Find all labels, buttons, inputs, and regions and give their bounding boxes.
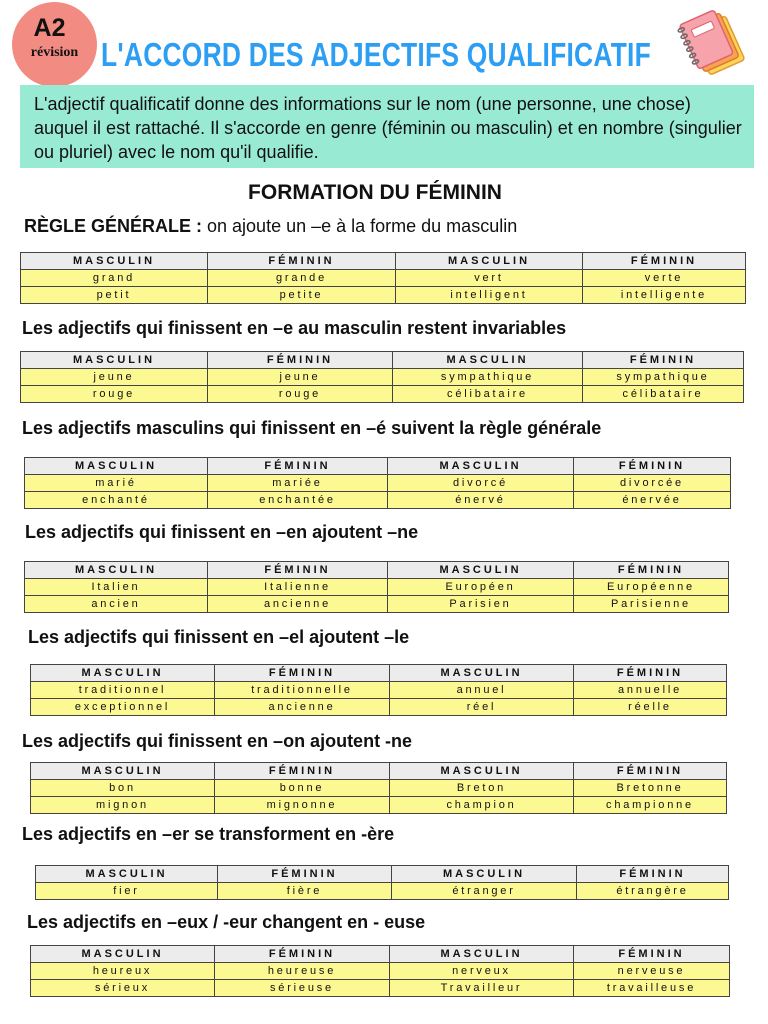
table-row <box>25 492 731 509</box>
table-header-row <box>25 562 729 579</box>
cell-masculin: enchanté <box>25 492 208 509</box>
table-row <box>25 596 729 613</box>
cell-masculin: Travailleur <box>390 980 574 997</box>
table-row <box>21 287 746 304</box>
rule-label <box>22 823 394 845</box>
header-cell-feminin: FÉMININ <box>208 352 393 369</box>
cell-feminin: nerveuse <box>574 963 730 980</box>
adjective-table <box>30 664 727 716</box>
cell-feminin: annuelle <box>574 682 727 699</box>
header-cell-feminin: FÉMININ <box>574 946 730 963</box>
header-cell-masculin: MASCULIN <box>36 866 218 883</box>
header-cell-masculin: MASCULIN <box>31 763 215 780</box>
header-cell-masculin: MASCULIN <box>21 253 208 270</box>
cell-masculin: heureux <box>31 963 215 980</box>
table-header-row <box>21 352 744 369</box>
table-row <box>25 475 731 492</box>
cell-feminin: traditionnelle <box>215 682 390 699</box>
rule-title: RÈGLE GÉNÉRALE : <box>24 216 203 236</box>
cell-feminin: verte <box>583 270 746 287</box>
cell-masculin: traditionnel <box>31 682 215 699</box>
cell-feminin: sérieuse <box>215 980 390 997</box>
header-cell-masculin: MASCULIN <box>392 866 577 883</box>
header-cell-masculin: MASCULIN <box>388 458 574 475</box>
cell-masculin: énervé <box>388 492 574 509</box>
header-cell-feminin: FÉMININ <box>583 253 746 270</box>
cell-feminin: petite <box>208 287 396 304</box>
cell-feminin: intelligente <box>583 287 746 304</box>
cell-masculin: divorcé <box>388 475 574 492</box>
header-cell-masculin: MASCULIN <box>390 665 574 682</box>
header-cell-masculin: MASCULIN <box>393 352 583 369</box>
cell-masculin: rouge <box>21 386 208 403</box>
table-row <box>31 797 727 814</box>
table-row <box>21 386 744 403</box>
intro-text: L'adjectif qualificatif donne des informations sur le nom (une personne, une chose) auquel il est rattaché. Il s'accorde en genre (féminin ou masculin) et en nombre (singulier ou pluriel) avec le nom qu'il qualifie. <box>34 94 742 162</box>
table-row <box>21 270 746 287</box>
cell-feminin: Parisienne <box>574 596 729 613</box>
cell-masculin: intelligent <box>396 287 583 304</box>
cell-masculin: jeune <box>21 369 208 386</box>
level-badge <box>12 2 97 87</box>
cell-feminin: mignonne <box>215 797 390 814</box>
cell-masculin: exceptionnel <box>31 699 215 716</box>
table-header-row <box>31 946 730 963</box>
table-row <box>25 579 729 596</box>
cell-feminin: Européenne <box>574 579 729 596</box>
adjective-table <box>20 351 744 403</box>
cell-feminin: réelle <box>574 699 727 716</box>
header-cell-feminin: FÉMININ <box>208 253 396 270</box>
rule-text: Les adjectifs en –eux / -eur changent en - euse <box>27 912 426 932</box>
cell-feminin: grande <box>208 270 396 287</box>
cell-masculin: fier <box>36 883 218 900</box>
header-cell-feminin: FÉMININ <box>583 352 744 369</box>
header-cell-masculin: MASCULIN <box>25 458 208 475</box>
header-cell-masculin: MASCULIN <box>31 665 215 682</box>
rule-text: Les adjectifs en –er se transforment en -ère <box>22 824 395 844</box>
cell-masculin: Italien <box>25 579 208 596</box>
table-header-row <box>21 253 746 270</box>
cell-feminin: bonne <box>215 780 390 797</box>
adjective-table <box>24 457 731 509</box>
cell-masculin: sérieux <box>31 980 215 997</box>
table-header-row <box>31 665 727 682</box>
notebook-icon <box>672 0 756 84</box>
cell-feminin: sympathique <box>583 369 744 386</box>
header-cell-feminin: FÉMININ <box>208 458 388 475</box>
notebook-icon <box>672 0 756 84</box>
header-cell-feminin: FÉMININ <box>574 665 727 682</box>
cell-feminin: heureuse <box>215 963 390 980</box>
cell-masculin: vert <box>396 270 583 287</box>
cell-feminin: rouge <box>208 386 393 403</box>
cell-masculin: sympathique <box>393 369 583 386</box>
adjective-table <box>35 865 729 900</box>
cell-masculin: mignon <box>31 797 215 814</box>
rule-text: Les adjectifs qui finissent en –en ajoutent –ne <box>25 522 419 542</box>
header-cell-feminin: FÉMININ <box>218 866 392 883</box>
cell-feminin: Bretonne <box>574 780 727 797</box>
cell-masculin: étranger <box>392 883 577 900</box>
cell-feminin: enchantée <box>208 492 388 509</box>
rule-label <box>25 521 418 543</box>
rule-label <box>22 417 601 439</box>
cell-masculin: annuel <box>390 682 574 699</box>
cell-masculin: célibataire <box>393 386 583 403</box>
rule-text: Les adjectifs qui finissent en –on ajoutent -ne <box>22 731 413 751</box>
cell-feminin: fière <box>218 883 392 900</box>
cell-feminin: mariée <box>208 475 388 492</box>
cell-masculin: Européen <box>388 579 574 596</box>
cell-feminin: championne <box>574 797 727 814</box>
cell-feminin: divorcée <box>574 475 731 492</box>
cell-masculin: bon <box>31 780 215 797</box>
header-cell-masculin: MASCULIN <box>390 946 574 963</box>
rule-text: Les adjectifs qui finissent en –e au masculin restent invariables <box>22 318 567 338</box>
rule-text: Les adjectifs qui finissent en –el ajoutent –le <box>28 627 410 647</box>
cell-masculin: Parisien <box>388 596 574 613</box>
table-row <box>36 883 729 900</box>
header-cell-feminin: FÉMININ <box>208 562 388 579</box>
badge-level: A2 <box>33 14 66 42</box>
header-cell-feminin: FÉMININ <box>577 866 729 883</box>
table-row <box>21 369 744 386</box>
header-cell-masculin: MASCULIN <box>390 763 574 780</box>
section-heading: FORMATION DU FÉMININ <box>248 181 502 204</box>
rule-label <box>22 730 412 752</box>
header-cell-feminin: FÉMININ <box>215 763 390 780</box>
rule-label <box>28 626 409 648</box>
header-cell-masculin: MASCULIN <box>25 562 208 579</box>
header-cell-feminin: FÉMININ <box>574 458 731 475</box>
cell-feminin: énervée <box>574 492 731 509</box>
cell-masculin: champion <box>390 797 574 814</box>
cell-feminin: travailleuse <box>574 980 730 997</box>
table-header-row <box>25 458 731 475</box>
cell-masculin: marié <box>25 475 208 492</box>
adjective-table <box>30 762 727 814</box>
adjective-table <box>30 945 730 997</box>
header-cell-masculin: MASCULIN <box>21 352 208 369</box>
header-cell-masculin: MASCULIN <box>388 562 574 579</box>
rule-text: Les adjectifs masculins qui finissent en –é suivent la règle générale <box>22 418 602 438</box>
rule-label <box>24 215 517 237</box>
header-cell-masculin: MASCULIN <box>31 946 215 963</box>
cell-feminin: ancienne <box>215 699 390 716</box>
cell-masculin: nerveux <box>390 963 574 980</box>
header-cell-feminin: FÉMININ <box>574 562 729 579</box>
header-cell-feminin: FÉMININ <box>574 763 727 780</box>
header-cell-feminin: FÉMININ <box>215 665 390 682</box>
table-row <box>31 980 730 997</box>
badge-label: révision <box>30 45 79 60</box>
table-row <box>31 963 730 980</box>
adjective-table <box>20 252 746 304</box>
intro-box <box>20 85 754 168</box>
table-row <box>31 699 727 716</box>
header-cell-feminin: FÉMININ <box>215 946 390 963</box>
cell-masculin: petit <box>21 287 208 304</box>
cell-feminin: célibataire <box>583 386 744 403</box>
rule-label <box>27 911 425 933</box>
header-cell-masculin: MASCULIN <box>396 253 583 270</box>
cell-masculin: grand <box>21 270 208 287</box>
table-row <box>31 682 727 699</box>
cell-feminin: ancienne <box>208 596 388 613</box>
page-title: L'ACCORD DES ADJECTIFS QUALIFICATIF <box>101 36 651 73</box>
cell-feminin: étrangère <box>577 883 729 900</box>
cell-feminin: jeune <box>208 369 393 386</box>
cell-masculin: ancien <box>25 596 208 613</box>
table-header-row <box>31 763 727 780</box>
adjective-table <box>24 561 729 613</box>
table-row <box>31 780 727 797</box>
cell-masculin: Breton <box>390 780 574 797</box>
table-header-row <box>36 866 729 883</box>
cell-masculin: réel <box>390 699 574 716</box>
rule-label <box>22 317 566 339</box>
cell-feminin: Italienne <box>208 579 388 596</box>
rule-text: on ajoute un –e à la forme du masculin <box>207 216 518 236</box>
